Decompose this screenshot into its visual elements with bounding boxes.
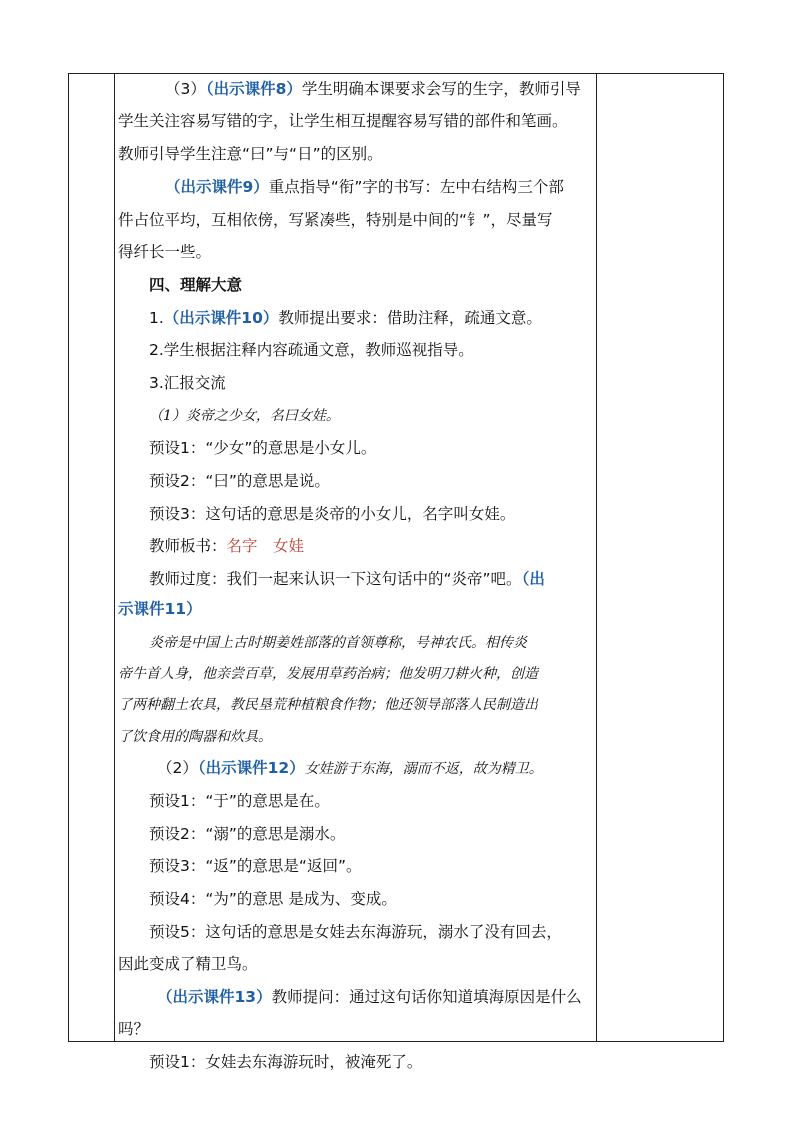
text-line: 预设1：“于”的意思是在。 <box>149 792 330 810</box>
column-divider-right <box>596 74 597 1041</box>
text-line: 因此变成了精卫鸟。 <box>118 955 258 973</box>
text-line: （2）（出示课件12）女娃游于东海，溺而不返，故为精卫。 <box>157 759 543 777</box>
text-line: 2.学生根据注释内容疏通文意，教师巡视指导。 <box>149 341 474 359</box>
text-line: 教师引导学生注意“曰”与“日”的区别。 <box>118 145 383 163</box>
text-line: （出示课件13）教师提问：通过这句话你知道填海原因是什么 <box>157 988 582 1006</box>
column-divider-left <box>114 74 115 1041</box>
note-text: 了两种翻土农具，教民垦荒种植粮食作物；他还领导部落人民制造出 <box>118 697 538 713</box>
text-line: 得纤长一些。 <box>118 243 212 261</box>
text-line: 预设2：“曰”的意思是说。 <box>149 472 330 490</box>
text-line: 件占位平均，互相依傍，写紧凑些，特别是中间的“钅”，尽量写 <box>118 211 553 229</box>
classical-quote: （1）炎帝之少女，名曰女娃。 <box>149 408 340 424</box>
text-line: 预设2：“溺”的意思是溺水。 <box>149 825 346 843</box>
text-line: 1.（出示课件10）教师提出要求：借助注释，疏通文意。 <box>149 309 542 327</box>
text-line: 预设1：“少女”的意思是小女儿。 <box>149 439 377 457</box>
text-line: 预设4：“为”的意思 是成为、变成。 <box>149 890 397 908</box>
note-text: 炎帝是中国上古时期姜姓部落的首领尊称，号神农氏。相传炎 <box>149 635 527 651</box>
section-heading: 四、理解大意 <box>149 276 243 294</box>
text-line: 示课件11） <box>118 600 202 618</box>
text-line: 教师过度：我们一起来认识一下这句话中的“炎帝”吧。（出 <box>149 570 545 588</box>
text-line: 3.汇报交流 <box>149 374 226 392</box>
text-line: 预设3：这句话的意思是炎帝的小女儿，名字叫女娃。 <box>149 505 516 523</box>
text-line: 教师板书：名字 女娃 <box>149 537 305 555</box>
lesson-table <box>68 73 724 1071</box>
text-line: 预设5：这句话的意思是女娃去东海游玩，溺水了没有回去， <box>149 923 562 941</box>
text-line: 吗？ <box>118 1020 150 1038</box>
text-line: 预设3：“返”的意思是“返回”。 <box>149 857 362 875</box>
note-text: 帝牛首人身，他亲尝百草，发展用草药治病；他发明刀耕火种，创造 <box>118 666 538 682</box>
text-line: （出示课件9）重点指导“衔”字的书写：左中右结构三个部 <box>165 178 564 196</box>
text-line: 预设1：女娃去东海游玩时，被淹死了。 <box>149 1053 423 1071</box>
text-line: （3）（出示课件8）学生明确本课要求会写的生字，教师引导 <box>165 80 581 98</box>
note-text: 了饮食用的陶器和炊具。 <box>118 729 272 745</box>
text-line: 学生关注容易写错的字，让学生相互提醒容易写错的部件和笔画。 <box>118 112 568 130</box>
